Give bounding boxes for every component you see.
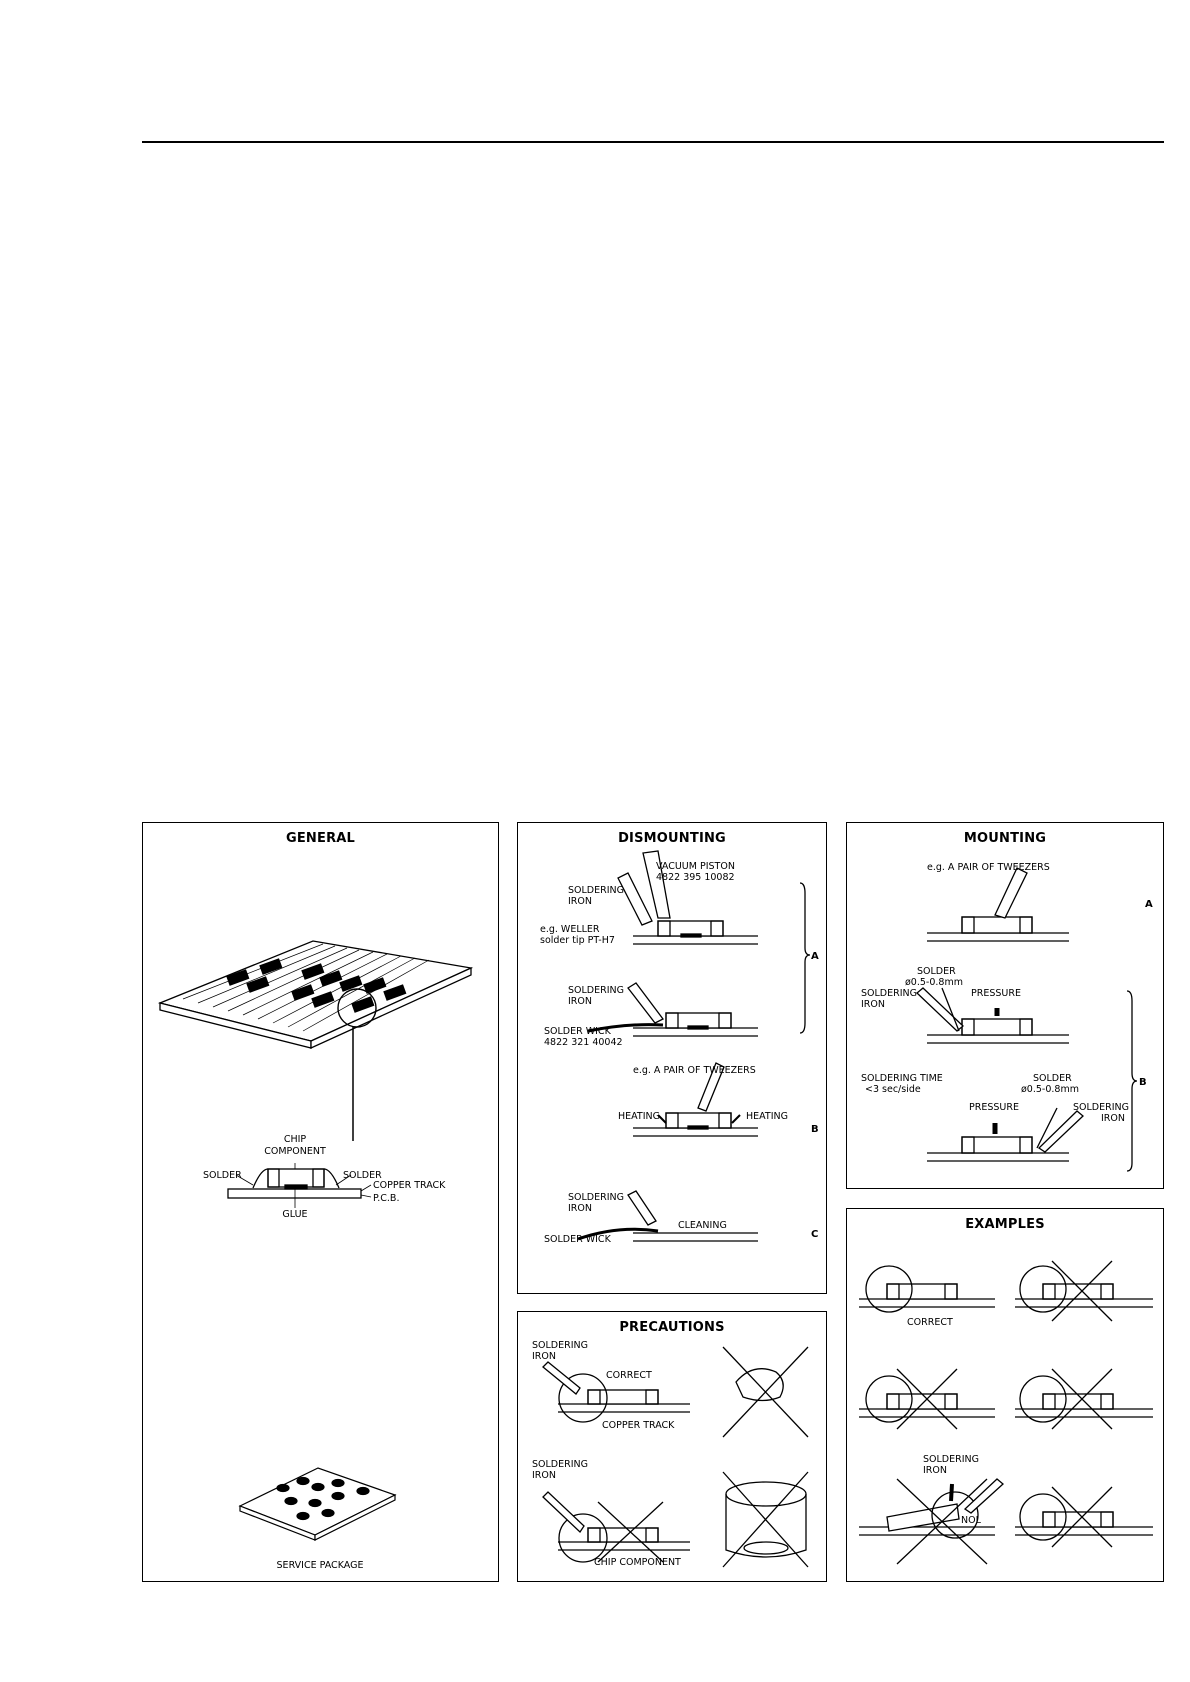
- dismounting-panel: [517, 822, 827, 1294]
- iron1-label-2: IRON: [568, 896, 592, 907]
- vacuum-label-1: VACUUM PISTON: [656, 861, 735, 872]
- prec-iron2-label-2: IRON: [532, 1470, 556, 1481]
- iron2-label-2: IRON: [568, 996, 592, 1007]
- chip-label-2: COMPONENT: [264, 1146, 326, 1157]
- precautions-panel: [517, 1311, 827, 1582]
- mount-iron2-label-2: IRON: [1101, 1113, 1125, 1124]
- iron3-label-1: SOLDERING: [568, 1192, 624, 1203]
- precautions-diagram: [518, 1312, 827, 1582]
- copper-track-label: COPPER TRACK: [373, 1180, 446, 1191]
- service-package-label: SERVICE PACKAGE: [276, 1560, 364, 1571]
- prec-copper-track-label: COPPER TRACK: [602, 1420, 675, 1431]
- precautions-title: PRECAUTIONS: [619, 1320, 725, 1335]
- mounting-panel: [846, 822, 1164, 1189]
- header-rule: [142, 141, 1164, 143]
- weller-label-2: solder tip PT-H7: [540, 935, 615, 946]
- mount-solder2-label-2: ø0.5-0.8mm: [1021, 1084, 1079, 1095]
- pcb-board-drawing: [160, 941, 471, 1048]
- dismounting-diagram: [518, 823, 827, 1294]
- prec-iron1-label-2: IRON: [532, 1351, 556, 1362]
- iron1-label-1: SOLDERING: [568, 885, 624, 896]
- step-a-label: A: [811, 951, 819, 962]
- wick-label-1: SOLDER WICK: [544, 1026, 611, 1037]
- mount-solder-label-2: ø0.5-0.8mm: [905, 977, 963, 988]
- solder-right-label: SOLDER: [343, 1170, 382, 1181]
- mount-iron2-label-1: SOLDERING: [1073, 1102, 1129, 1113]
- prec-correct-label: CORRECT: [606, 1370, 652, 1381]
- wick-label-2: 4822 321 40042: [544, 1037, 623, 1048]
- heating-left-label: HEATING: [618, 1111, 660, 1122]
- vacuum-label-2: 4822 395 10082: [656, 872, 735, 883]
- prec-iron1-label-1: SOLDERING: [532, 1340, 588, 1351]
- pcb-label: P.C.B.: [373, 1193, 400, 1204]
- mount-solder-label-1: SOLDER: [917, 966, 956, 977]
- mount-iron-label-1: SOLDERING: [861, 988, 917, 999]
- mounting-diagram: [847, 823, 1164, 1189]
- service-package-drawing: [240, 1468, 395, 1540]
- prec-iron2-label-1: SOLDERING: [532, 1459, 588, 1470]
- chip-label-1: CHIP: [283, 1134, 307, 1145]
- mount-iron-label-2: IRON: [861, 999, 885, 1010]
- mount-solder2-label-1: SOLDER: [1033, 1073, 1072, 1084]
- examples-panel: [846, 1208, 1164, 1582]
- dismounting-title: DISMOUNTING: [618, 831, 726, 846]
- general-diagram: [143, 823, 499, 1582]
- mount-tweezers-label: e.g. A PAIR OF TWEEZERS: [927, 862, 1050, 873]
- mount-pressure-label-2: PRESSURE: [969, 1102, 1019, 1113]
- wick-c-label: SOLDER WICK: [544, 1234, 611, 1245]
- mount-step-a-label: A: [1145, 899, 1153, 910]
- examples-title: EXAMPLES: [965, 1217, 1045, 1232]
- examples-iron-label-1: SOLDERING: [923, 1454, 979, 1465]
- general-title: GENERAL: [285, 831, 356, 846]
- examples-iron-label-2: IRON: [923, 1465, 947, 1476]
- mount-time-label-2: <3 sec/side: [865, 1084, 921, 1095]
- weller-label-1: e.g. WELLER: [540, 924, 600, 935]
- tweezers-label: e.g. A PAIR OF TWEEZERS: [633, 1065, 756, 1076]
- heating-right-label: HEATING: [746, 1111, 788, 1122]
- mount-time-label-1: SOLDERING TIME: [861, 1073, 943, 1084]
- examples-nol-label: NOL: [961, 1515, 981, 1526]
- cleaning-label: CLEANING: [678, 1220, 727, 1231]
- solder-left-label: SOLDER: [203, 1170, 242, 1181]
- step-c-label: C: [811, 1229, 819, 1240]
- iron2-label-1: SOLDERING: [568, 985, 624, 996]
- examples-correct-label: CORRECT: [907, 1317, 953, 1328]
- mount-pressure-label-1: PRESSURE: [971, 988, 1021, 999]
- mounting-title: MOUNTING: [963, 831, 1047, 846]
- glue-label: GLUE: [282, 1209, 308, 1220]
- iron3-label-2: IRON: [568, 1203, 592, 1214]
- mount-step-b-label: B: [1139, 1077, 1147, 1088]
- examples-diagram: [847, 1209, 1164, 1582]
- general-panel: [142, 822, 499, 1582]
- step-b-label: B: [811, 1124, 819, 1135]
- prec-chip-component-label: CHIP COMPONENT: [594, 1557, 681, 1568]
